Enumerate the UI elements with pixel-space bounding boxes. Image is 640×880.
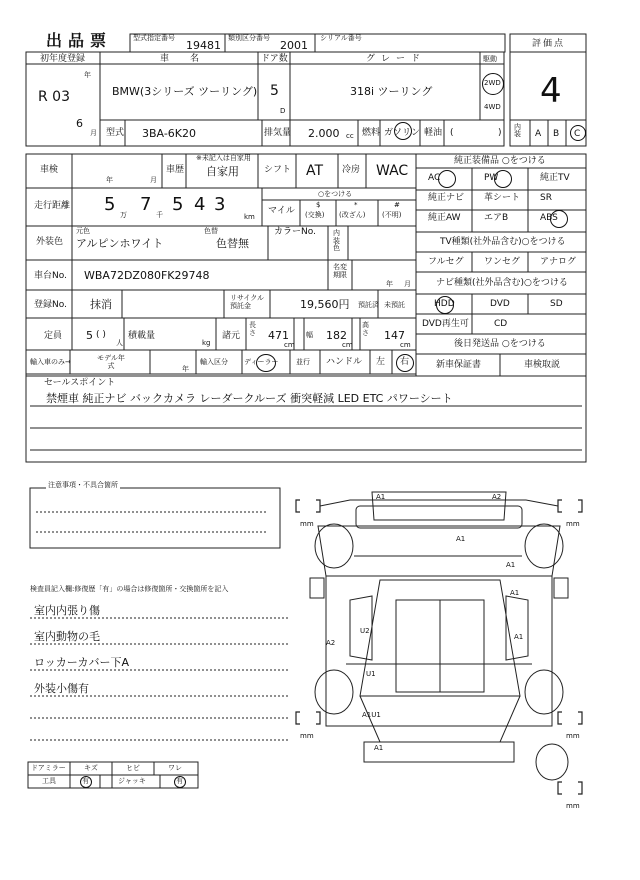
tamper-sub: (改ざん) xyxy=(339,211,366,219)
mirror-label: ドアミラー xyxy=(31,764,66,772)
mileage-digit: 4 xyxy=(194,194,206,215)
color-change-label: 色替 xyxy=(204,227,218,235)
spare-mm-label: mm xyxy=(566,802,580,810)
handle-label: ハンドル xyxy=(326,357,363,367)
damage-mark: U1 xyxy=(366,670,376,678)
inspector-label: 検査員記入欄:修復歴「有」の場合は修復箇所・交換箇所を記入 xyxy=(30,585,229,593)
inspector-note: 室内内張り傷 xyxy=(34,604,100,617)
mile-check: ○をつける xyxy=(318,190,353,198)
height-value: 147 xyxy=(384,329,405,342)
dvd-play-label: DVD再生可 xyxy=(422,319,469,329)
drive-4wd: 4WD xyxy=(484,103,501,111)
navi-item: SD xyxy=(550,299,563,309)
score-value: 4 xyxy=(540,71,562,111)
first-reg-month: 6 xyxy=(76,117,83,130)
model-type-value: 3BA-6K20 xyxy=(142,127,197,140)
usage-value: 自家用 xyxy=(206,165,239,178)
unknown-sub: (不明) xyxy=(382,211,402,219)
capacity-unit: 人 xyxy=(116,339,123,347)
damage-mark: A1U1 xyxy=(362,711,381,719)
parallel-label: 並行 xyxy=(296,358,310,366)
width-unit: cm xyxy=(342,341,353,349)
car-name-label: 車 名 xyxy=(160,54,206,64)
model-type-label: 型式 xyxy=(106,128,125,138)
door-type: D xyxy=(280,107,286,115)
mileage-sen: 千 xyxy=(156,211,163,219)
width-value: 182 xyxy=(326,329,347,342)
scratch-label: キズ xyxy=(84,764,98,772)
mile-label: マイル xyxy=(268,206,295,216)
damage-mark: U2 xyxy=(360,627,370,635)
equip-circle xyxy=(438,170,456,188)
jack-label: ジャッキ xyxy=(118,777,146,785)
length-label: 長さ xyxy=(249,321,256,337)
mileage-man: 万 xyxy=(120,211,127,219)
later-ship-label: 後日発送品 ○をつける xyxy=(454,339,546,349)
interior-b: B xyxy=(553,129,560,139)
shift-label: シフト xyxy=(264,165,292,175)
tv-item: フルセグ xyxy=(428,257,464,267)
displacement-unit: cc xyxy=(346,132,354,140)
mileage-unit: km xyxy=(244,213,255,221)
genuine-equip-label: 純正装備品 ○をつける xyxy=(454,156,546,166)
interior-label: 内装 xyxy=(514,123,521,138)
height-label: 高さ xyxy=(362,321,369,337)
tv-type-label: TV種類(社外品含む)○をつける xyxy=(440,237,566,247)
model-year-suffix: 年 xyxy=(182,365,189,373)
tire-mm-label: mm xyxy=(300,732,314,740)
fuel-label: 燃料 xyxy=(362,128,381,138)
drive-label: 駆動 xyxy=(483,55,497,63)
capacity-label: 定員 xyxy=(44,331,63,341)
chassis-label: 車台No. xyxy=(34,271,67,281)
recycle-value: 19,560円 xyxy=(300,298,350,311)
chassis-value: WBA72DZ080FK29748 xyxy=(84,269,210,282)
reg-no-label: 登録No. xyxy=(34,300,67,310)
category-label: 類別区分番号 xyxy=(228,34,270,42)
tool-label: 工具 xyxy=(42,777,56,785)
color-change-value: 色替無 xyxy=(216,237,249,250)
damage-mark: A1 xyxy=(456,535,466,543)
fuel-other-open: ( xyxy=(450,128,454,138)
recycle-paid: 預託済 xyxy=(358,301,379,309)
color-no-label: カラーNo. xyxy=(274,227,316,237)
damage-mark: A2 xyxy=(326,639,336,647)
notice-label: 注意事項・不具合箇所 xyxy=(48,481,118,489)
form-title: 出品票 xyxy=(46,33,113,50)
color-value: アルピンホワイト xyxy=(76,237,164,250)
tire-mm-label: mm xyxy=(566,520,580,528)
tv-item: ワンセグ xyxy=(484,257,521,267)
height-unit: cm xyxy=(400,341,411,349)
navi-type-label: ナビ種類(社外品含む)○をつける xyxy=(436,278,568,288)
interior-c: C xyxy=(574,129,581,139)
equip-item: 純正TV xyxy=(540,173,570,183)
month-suffix: 月 xyxy=(90,129,97,137)
grade-value: 318i ツーリング xyxy=(350,85,433,98)
equip-item: AC xyxy=(428,173,441,183)
capacity-paren: ( ) xyxy=(96,330,106,340)
jack-present: 有 xyxy=(176,777,183,785)
original-color-label: 元色 xyxy=(76,227,90,235)
inspector-note: 外装小傷有 xyxy=(34,682,89,695)
damage-mark: A1 xyxy=(376,493,386,501)
tamper-mark: * xyxy=(354,201,358,209)
sales-point-text: 禁煙車 純正ナビ バックカメラ レーダークルーズ 衝突軽減 LED ETC パワーシート xyxy=(46,392,453,405)
reg-no-value: 抹消 xyxy=(90,298,112,311)
navi-item: HDD xyxy=(434,299,455,309)
model-spec-label: 型式指定番号 xyxy=(133,34,175,42)
equip-item: ABS xyxy=(540,213,558,223)
import-only-label: 輸入車のみ→ xyxy=(30,358,71,366)
inspection-year-suffix: 年 xyxy=(106,176,113,184)
year-suffix: 年 xyxy=(84,71,91,79)
equip-item: PW xyxy=(484,173,499,183)
load-label: 積載量 xyxy=(128,331,156,341)
recycle-label: リサイクル預託金 xyxy=(230,294,265,311)
manual-label: 車検取説 xyxy=(524,360,561,370)
inspector-note: ロッカーカバー下A xyxy=(34,656,130,669)
tv-item: アナログ xyxy=(540,257,577,267)
exchange-mark: $ xyxy=(316,201,321,209)
navi-item: DVD xyxy=(490,299,510,309)
sales-point-label: セールスポイント xyxy=(44,378,116,388)
shift-value: AT xyxy=(306,163,324,179)
mileage-digit: 5 xyxy=(104,194,116,215)
fuel-other-close: ) xyxy=(498,128,502,138)
damage-mark: A1 xyxy=(514,633,524,641)
fuel-diesel: 軽油 xyxy=(424,128,443,138)
equip-item: 純正AW xyxy=(428,213,461,223)
recycle-unpaid: 未預託 xyxy=(384,301,405,309)
interior-a: A xyxy=(535,129,542,139)
usage-note: ※未記入は自家用 xyxy=(196,154,251,162)
mileage-digit: 5 xyxy=(172,194,184,215)
warranty-label: 新車保証書 xyxy=(436,360,482,370)
width-label: 幅 xyxy=(306,331,313,339)
doors-label: ドア数 xyxy=(261,54,288,64)
damage-mark: A1 xyxy=(510,589,520,597)
car-diagram xyxy=(310,492,568,780)
tire-mm-label: mm xyxy=(566,732,580,740)
mileage-digit: 3 xyxy=(214,194,226,215)
ac-label: 冷房 xyxy=(342,165,361,175)
first-reg-label: 初年度登録 xyxy=(40,54,86,64)
score-label: 評価点 xyxy=(532,39,566,49)
inspector-note: 室内動物の毛 xyxy=(34,630,100,643)
length-value: 471 xyxy=(268,329,289,342)
category-value: 2001 xyxy=(280,39,308,52)
equip-item: 革シート xyxy=(484,193,521,203)
grade-label: グレード xyxy=(366,54,427,64)
inspection-label: 車検 xyxy=(40,165,59,175)
car-name-value: BMW(3シリーズ ツーリング) xyxy=(112,85,258,98)
crack-label: ヒビ xyxy=(126,764,140,772)
model-year-label: モデル年式 xyxy=(97,354,125,371)
import-type-label: 輸入区分 xyxy=(200,358,228,366)
damage-mark: A1 xyxy=(374,744,384,752)
doors-value: 5 xyxy=(270,83,279,99)
handle-left: 左 xyxy=(376,357,386,367)
color-label: 外装色 xyxy=(36,237,64,247)
length-unit: cm xyxy=(284,341,295,349)
displacement-label: 排気量 xyxy=(264,128,292,138)
ac-value: WAC xyxy=(376,163,409,179)
interior-color-label: 内装色 xyxy=(333,229,340,253)
tire-mm-label: mm xyxy=(300,520,314,528)
model-spec-value: 19481 xyxy=(186,39,221,52)
usage-label: 車歴 xyxy=(166,165,185,175)
name-change-month: 月 xyxy=(404,280,411,288)
cd-label: CD xyxy=(494,319,508,329)
dealer-label: ディーラー xyxy=(244,358,279,366)
damage-mark: A2 xyxy=(492,493,502,501)
name-change-year: 年 xyxy=(386,280,393,288)
equip-item: SR xyxy=(540,193,552,203)
equip-item: エアB xyxy=(484,213,509,223)
damage-mark: A1 xyxy=(506,561,516,569)
tool-present: 有 xyxy=(82,777,89,785)
dent-label: ワレ xyxy=(168,764,182,772)
handle-right: 右 xyxy=(400,357,410,367)
name-change-label: 名変期限 xyxy=(333,263,347,279)
equip-circle xyxy=(550,210,568,228)
unknown-mark: # xyxy=(394,201,400,209)
mileage-digit: 7 xyxy=(140,194,152,215)
exchange-sub: (交換) xyxy=(305,211,325,219)
fuel-gas: ガソリン xyxy=(384,128,421,138)
dim-label: 諸元 xyxy=(222,331,241,341)
serial-label: シリアル番号 xyxy=(320,34,362,42)
equip-item: 純正ナビ xyxy=(428,193,465,203)
capacity-value: 5 xyxy=(86,329,93,342)
mileage-label: 走行距離 xyxy=(34,201,71,211)
displacement-value: 2.000 xyxy=(308,127,340,140)
load-unit: kg xyxy=(202,339,211,347)
first-reg-era: R 03 xyxy=(38,89,70,105)
drive-2wd: 2WD xyxy=(484,79,501,87)
inspection-month-suffix: 月 xyxy=(150,176,157,184)
equip-circle xyxy=(494,170,512,188)
